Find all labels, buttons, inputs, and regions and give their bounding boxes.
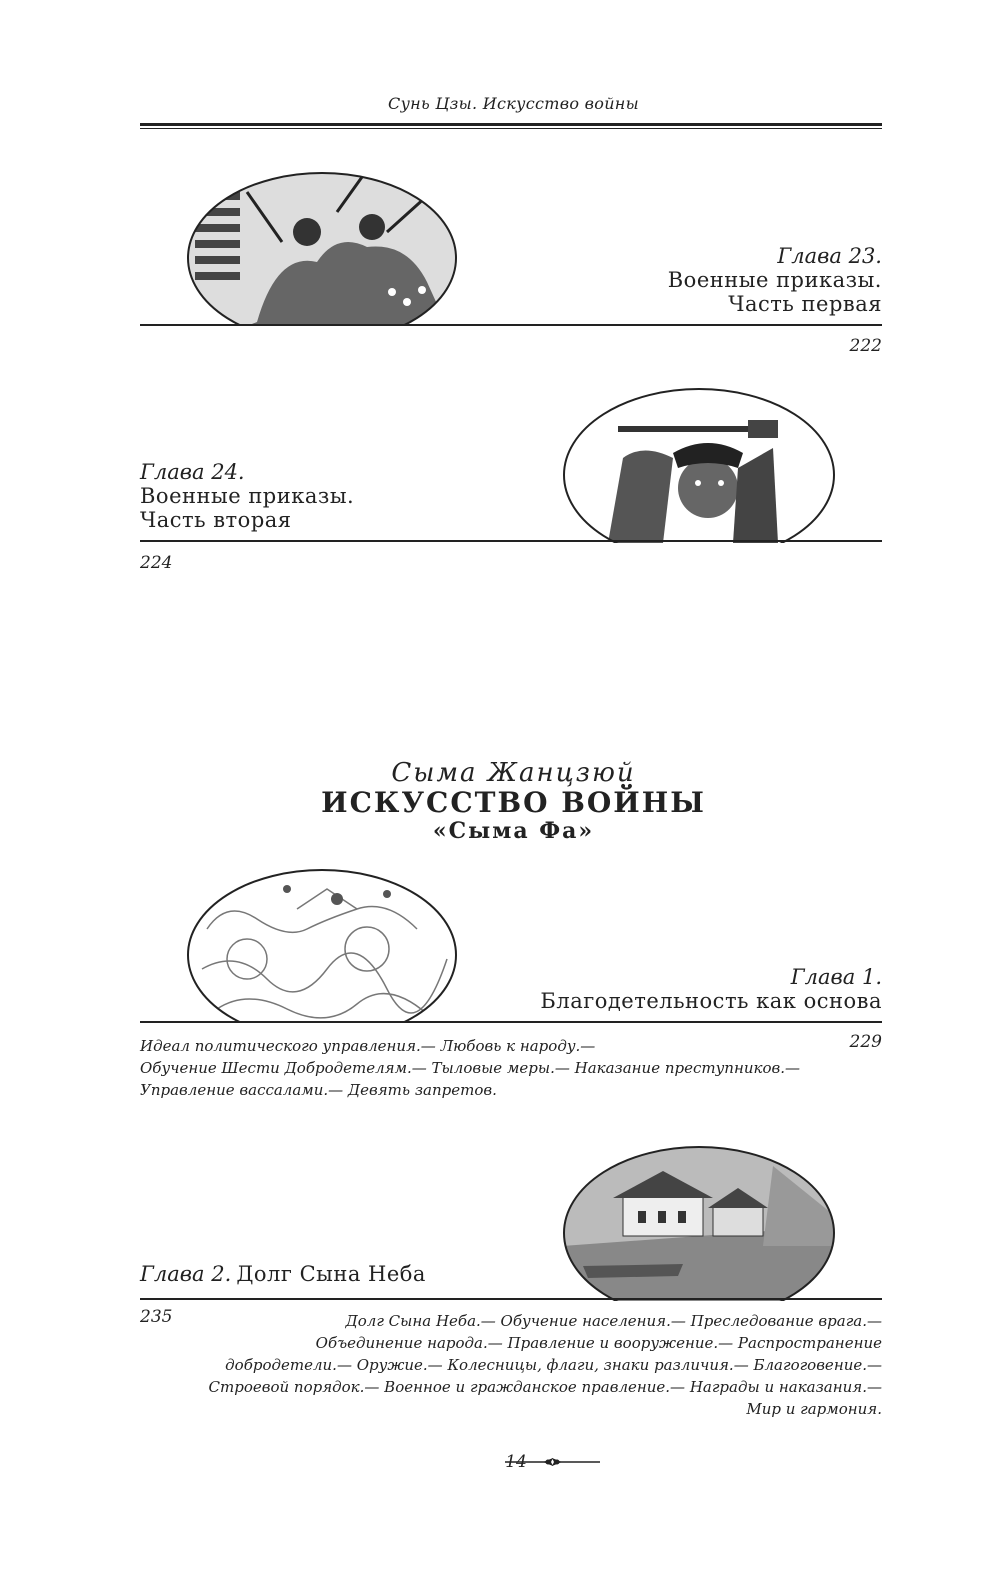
chapter-1-label: Глава 1. [790, 965, 882, 989]
folio [0, 1450, 987, 1474]
chapter-2-summary-line5: Мир и гармония. [746, 1400, 882, 1418]
chapter-23-rule [140, 324, 882, 326]
chapter-1-summary-line3: Управление вассалами.— Девять запретов. [140, 1081, 497, 1099]
chapter-1-summary-line2: Обучение Шести Добродетелям.— Тыловые меры.— Наказание преступников.— [140, 1059, 800, 1077]
chapter-24-label: Глава 24. [140, 460, 245, 484]
chapter-24-illustration [563, 388, 835, 543]
chapter-2-summary-line2: Объединение народа.— Правление и вооружение.— Распространение [315, 1334, 882, 1352]
running-header: Сунь Цзы. Искусство войны [388, 94, 639, 113]
chapter-24-rule [140, 540, 882, 542]
header-rule-thick [140, 123, 882, 126]
book-title: ИСКУССТВО ВОЙНЫ [321, 786, 706, 819]
chapter-24-title-line1: Военные приказы. [140, 484, 355, 508]
chapter-2-rule [140, 1298, 882, 1300]
folio-ornament-right-icon [545, 1450, 600, 1474]
chapter-1-illustration [187, 869, 457, 1023]
chapter-24-page: 224 [140, 553, 173, 573]
chapter-2-summary-line1: Долг Сына Неба.— Обучение населения.— Преследование врага.— [345, 1312, 882, 1330]
chapter-2-heading [140, 1262, 426, 1286]
chapter-23-page: 222 [849, 336, 882, 356]
chapter-1-page: 229 [849, 1032, 882, 1052]
chapter-2-summary-line4: Строевой порядок.— Военное и гражданское правление.— Награды и наказания.— [208, 1378, 882, 1396]
chapter-1-rule [140, 1021, 882, 1023]
book-subtitle: «Сыма Фа» [432, 818, 595, 844]
header-rule-thin [140, 128, 882, 129]
chapter-2-page: 235 [140, 1307, 173, 1327]
chapter-1-title: Благодетельность как основа [540, 989, 882, 1013]
chapter-2-title: Долг Сына Неба [236, 1262, 426, 1286]
chapter-2-label: Глава 2. [140, 1262, 232, 1286]
chapter-23-title-line2: Часть первая [728, 292, 882, 316]
chapter-2-illustration [563, 1146, 835, 1301]
chapter-23-illustration [187, 172, 457, 326]
chapter-24-title-line2: Часть вторая [140, 508, 292, 532]
chapter-2-summary-line3: добродетели.— Оружие.— Колесницы, флаги, знаки различия.— Благоговение.— [225, 1356, 882, 1374]
chapter-1-summary-line1: Идеал политического управления.— Любовь к народу.— [140, 1037, 596, 1055]
book-author: Сыма Жанцзюй [391, 758, 636, 788]
chapter-23-label: Глава 23. [777, 244, 882, 268]
page-number: 14 [505, 1452, 527, 1472]
chapter-23-title-line1: Военные приказы. [667, 268, 882, 292]
